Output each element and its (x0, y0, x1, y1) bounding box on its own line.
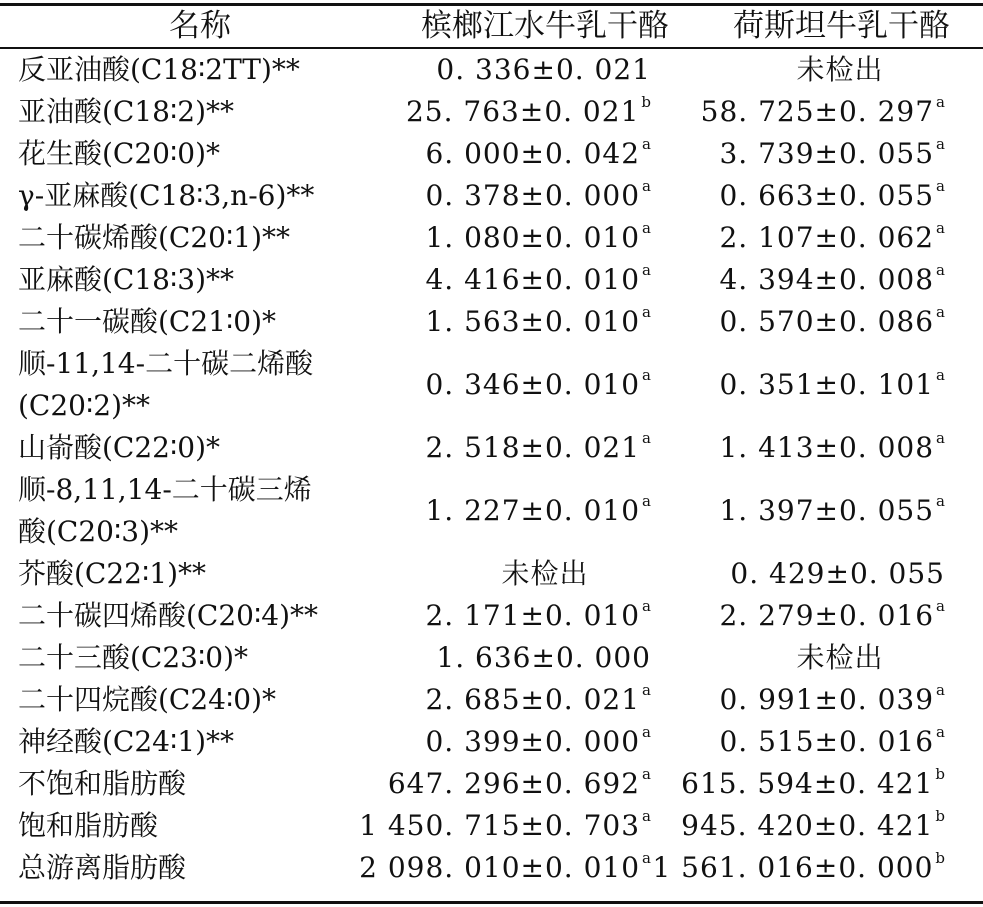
fatty-acid-name-line: 花生酸(C20∶0)* (18, 137, 221, 170)
holstein-value-text: 0. 991±0. 039 (719, 683, 935, 716)
buffalo-value-text: 1. 563±0. 010 (425, 305, 641, 338)
bottom-rule (0, 901, 983, 904)
holstein-value (652, 847, 945, 889)
holstein-value-significance-letter: a (936, 177, 945, 195)
buffalo-value-significance-letter: a (642, 849, 651, 867)
holstein-value (719, 595, 945, 637)
holstein-value-text: 58. 725±0. 297 (700, 95, 935, 128)
fatty-acid-name-line: 二十碳烯酸(C20∶1)** (18, 221, 291, 254)
holstein-value (719, 259, 945, 301)
buffalo-value (425, 427, 651, 469)
fatty-acid-name-line: 二十四烷酸(C24∶0)* (18, 683, 277, 716)
holstein-value-text: 0. 663±0. 055 (719, 179, 935, 212)
buffalo-value (425, 595, 651, 637)
fatty-acid-name-line: 山嵛酸(C22∶0)* (18, 431, 221, 464)
table-row (0, 805, 983, 847)
buffalo-value (406, 91, 651, 133)
table-row (0, 553, 983, 595)
holstein-value (719, 133, 945, 175)
holstein-value (720, 49, 960, 91)
buffalo-value (425, 217, 651, 259)
holstein-value (719, 217, 945, 259)
holstein-value-text: 3. 739±0. 055 (719, 137, 935, 170)
holstein-value (701, 91, 945, 133)
holstein-value-significance-letter: a (936, 597, 945, 615)
fatty-acid-name (18, 301, 388, 343)
fatty-acid-name-line: 神经酸(C24∶1)** (18, 725, 235, 758)
holstein-value-text: 945. 420±0. 421 (681, 809, 934, 842)
table-row (0, 343, 983, 427)
holstein-value-significance-letter: a (936, 429, 945, 447)
buffalo-value (425, 364, 651, 406)
fatty-acid-name (18, 595, 388, 637)
fatty-acid-name-line: (C20∶2)** (18, 389, 151, 422)
holstein-value-text: 4. 394±0. 008 (719, 263, 935, 296)
holstein-value-text: 0. 351±0. 101 (719, 368, 935, 401)
fatty-acid-name-line: 不饱和脂肪酸 (18, 767, 187, 800)
fatty-acid-name (18, 763, 388, 805)
fatty-acid-name (18, 259, 388, 301)
buffalo-value (425, 175, 651, 217)
holstein-value-significance-letter: b (935, 765, 945, 783)
header-holstein-cheese: 荷斯坦牛乳干酪 (733, 8, 950, 44)
holstein-value (719, 301, 945, 343)
buffalo-value-text: 2. 171±0. 010 (425, 599, 641, 632)
buffalo-value-text: 未检出 (501, 557, 589, 590)
header-buffalo-cheese: 槟榔江水牛乳干酪 (421, 8, 669, 44)
buffalo-value-text: 2 098. 010±0. 010 (359, 851, 641, 884)
fatty-acid-name-line: 二十一碳酸(C21∶0)* (18, 305, 277, 338)
buffalo-value (430, 553, 660, 595)
fatty-acid-name-line: 亚麻酸(C18∶3)** (18, 263, 235, 296)
fatty-acid-name (18, 553, 388, 595)
header-name: 名称 (169, 8, 231, 44)
fatty-acid-name-line: 二十碳四烯酸(C20∶4)** (18, 599, 319, 632)
holstein-value-significance-letter: a (936, 261, 945, 279)
buffalo-value-significance-letter: b (641, 93, 651, 111)
holstein-value-significance-letter: a (936, 93, 945, 111)
holstein-value-significance-letter: a (936, 492, 945, 510)
holstein-value (719, 427, 945, 469)
buffalo-value-text: 0. 336±0. 021 (436, 53, 651, 86)
holstein-value-significance-letter: a (936, 366, 945, 384)
table-row (0, 49, 983, 91)
table-row (0, 175, 983, 217)
holstein-value (719, 721, 945, 763)
buffalo-value-text: 2. 685±0. 021 (425, 683, 641, 716)
buffalo-value-significance-letter: a (642, 807, 651, 825)
buffalo-value (425, 490, 651, 532)
buffalo-value-text: 1 450. 715±0. 703 (359, 809, 641, 842)
buffalo-value-significance-letter: a (642, 492, 651, 510)
fatty-acid-name (18, 637, 388, 679)
fatty-acid-name (18, 91, 388, 133)
holstein-value (681, 805, 945, 847)
table-row (0, 133, 983, 175)
buffalo-value-text: 1. 636±0. 000 (436, 641, 651, 674)
fatty-acid-name-line: 酸(C20∶3)** (18, 515, 179, 548)
fatty-acid-name-line: 顺-8,11,14-二十碳三烯 (18, 473, 312, 506)
table-row (0, 91, 983, 133)
fatty-acid-name-line: 饱和脂肪酸 (18, 809, 159, 842)
buffalo-value-significance-letter: a (642, 177, 651, 195)
fatty-acid-name (18, 469, 388, 553)
holstein-value (681, 763, 945, 805)
holstein-value-significance-letter: b (935, 849, 945, 867)
buffalo-value (425, 301, 651, 343)
buffalo-value-text: 4. 416±0. 010 (425, 263, 641, 296)
holstein-value-text: 0. 570±0. 086 (719, 305, 935, 338)
fatty-acid-name-line: 顺-11,14-二十碳二烯酸 (18, 347, 314, 380)
fatty-acid-name-line: 总游离脂肪酸 (18, 851, 187, 884)
table-row (0, 427, 983, 469)
buffalo-value (359, 847, 651, 889)
holstein-value-text: 1. 397±0. 055 (719, 494, 935, 527)
holstein-value-text: 2. 107±0. 062 (719, 221, 935, 254)
buffalo-value (425, 259, 651, 301)
buffalo-value-text: 6. 000±0. 042 (425, 137, 641, 170)
holstein-value-significance-letter: a (936, 681, 945, 699)
buffalo-value-text: 1. 080±0. 010 (425, 221, 641, 254)
holstein-value-significance-letter: b (935, 807, 945, 825)
holstein-value-text: 未检出 (796, 641, 884, 674)
buffalo-value (425, 679, 651, 721)
buffalo-value-text: 647. 296±0. 692 (387, 767, 641, 800)
buffalo-value-significance-letter: a (642, 366, 651, 384)
holstein-value-significance-letter: a (936, 135, 945, 153)
buffalo-value-significance-letter: a (642, 723, 651, 741)
fatty-acid-name (18, 133, 388, 175)
table-row (0, 721, 983, 763)
buffalo-value-significance-letter: a (642, 303, 651, 321)
buffalo-value-text: 2. 518±0. 021 (425, 431, 641, 464)
table-row (0, 847, 983, 889)
buffalo-value-significance-letter: a (642, 429, 651, 447)
table-row (0, 259, 983, 301)
fatty-acid-name (18, 49, 388, 91)
buffalo-value-text: 0. 346±0. 010 (425, 368, 641, 401)
table-row (0, 217, 983, 259)
buffalo-value-text: 0. 399±0. 000 (425, 725, 641, 758)
buffalo-value-text: 1. 227±0. 010 (425, 494, 641, 527)
fatty-acid-name-line: 芥酸(C22∶1)** (18, 557, 207, 590)
holstein-value-significance-letter: a (936, 303, 945, 321)
buffalo-value-significance-letter: a (642, 219, 651, 237)
fatty-acid-name (18, 175, 388, 217)
buffalo-value (425, 133, 651, 175)
table-row (0, 763, 983, 805)
holstein-value (719, 364, 945, 406)
buffalo-value (388, 763, 651, 805)
buffalo-value (425, 721, 651, 763)
buffalo-value-significance-letter: a (642, 681, 651, 699)
table-row (0, 679, 983, 721)
fatty-acid-name-line: 亚油酸(C18∶2)** (18, 95, 235, 128)
fatty-acid-name-line: γ-亚麻酸(C18∶3,n-6)** (18, 179, 315, 212)
fatty-acid-name (18, 427, 388, 469)
buffalo-value (359, 805, 651, 847)
fatty-acid-name (18, 721, 388, 763)
table-row (0, 637, 983, 679)
fatty-acid-name (18, 805, 388, 847)
holstein-value (719, 679, 945, 721)
fatty-acid-name (18, 217, 388, 259)
buffalo-value-significance-letter: a (642, 597, 651, 615)
holstein-value-significance-letter: a (936, 723, 945, 741)
buffalo-value-text: 0. 378±0. 000 (425, 179, 641, 212)
holstein-value-text: 1 561. 016±0. 000 (652, 851, 934, 884)
holstein-value-text: 2. 279±0. 016 (719, 599, 935, 632)
table-row (0, 469, 983, 553)
holstein-value-text: 1. 413±0. 008 (719, 431, 935, 464)
holstein-value (720, 637, 960, 679)
buffalo-value-significance-letter: a (642, 765, 651, 783)
holstein-value-significance-letter: a (936, 219, 945, 237)
table-row (0, 301, 983, 343)
holstein-value-text: 0. 515±0. 016 (719, 725, 935, 758)
holstein-value (719, 490, 945, 532)
fatty-acid-name-line: 反亚油酸(C18∶2TT)** (18, 53, 300, 86)
buffalo-value-significance-letter: a (642, 261, 651, 279)
fatty-acid-name (18, 679, 388, 721)
buffalo-value-significance-letter: a (642, 135, 651, 153)
holstein-value (719, 175, 945, 217)
holstein-value-text: 0. 429±0. 055 (730, 557, 945, 590)
fatty-acid-name-line: 二十三酸(C23∶0)* (18, 641, 249, 674)
buffalo-value (436, 637, 651, 679)
holstein-value-text: 615. 594±0. 421 (681, 767, 934, 800)
table-row (0, 595, 983, 637)
buffalo-value (436, 49, 651, 91)
holstein-value-text: 未检出 (796, 53, 884, 86)
holstein-value (730, 553, 945, 595)
fatty-acid-name (18, 343, 388, 427)
fatty-acid-name (18, 847, 388, 889)
buffalo-value-text: 25. 763±0. 021 (405, 95, 640, 128)
